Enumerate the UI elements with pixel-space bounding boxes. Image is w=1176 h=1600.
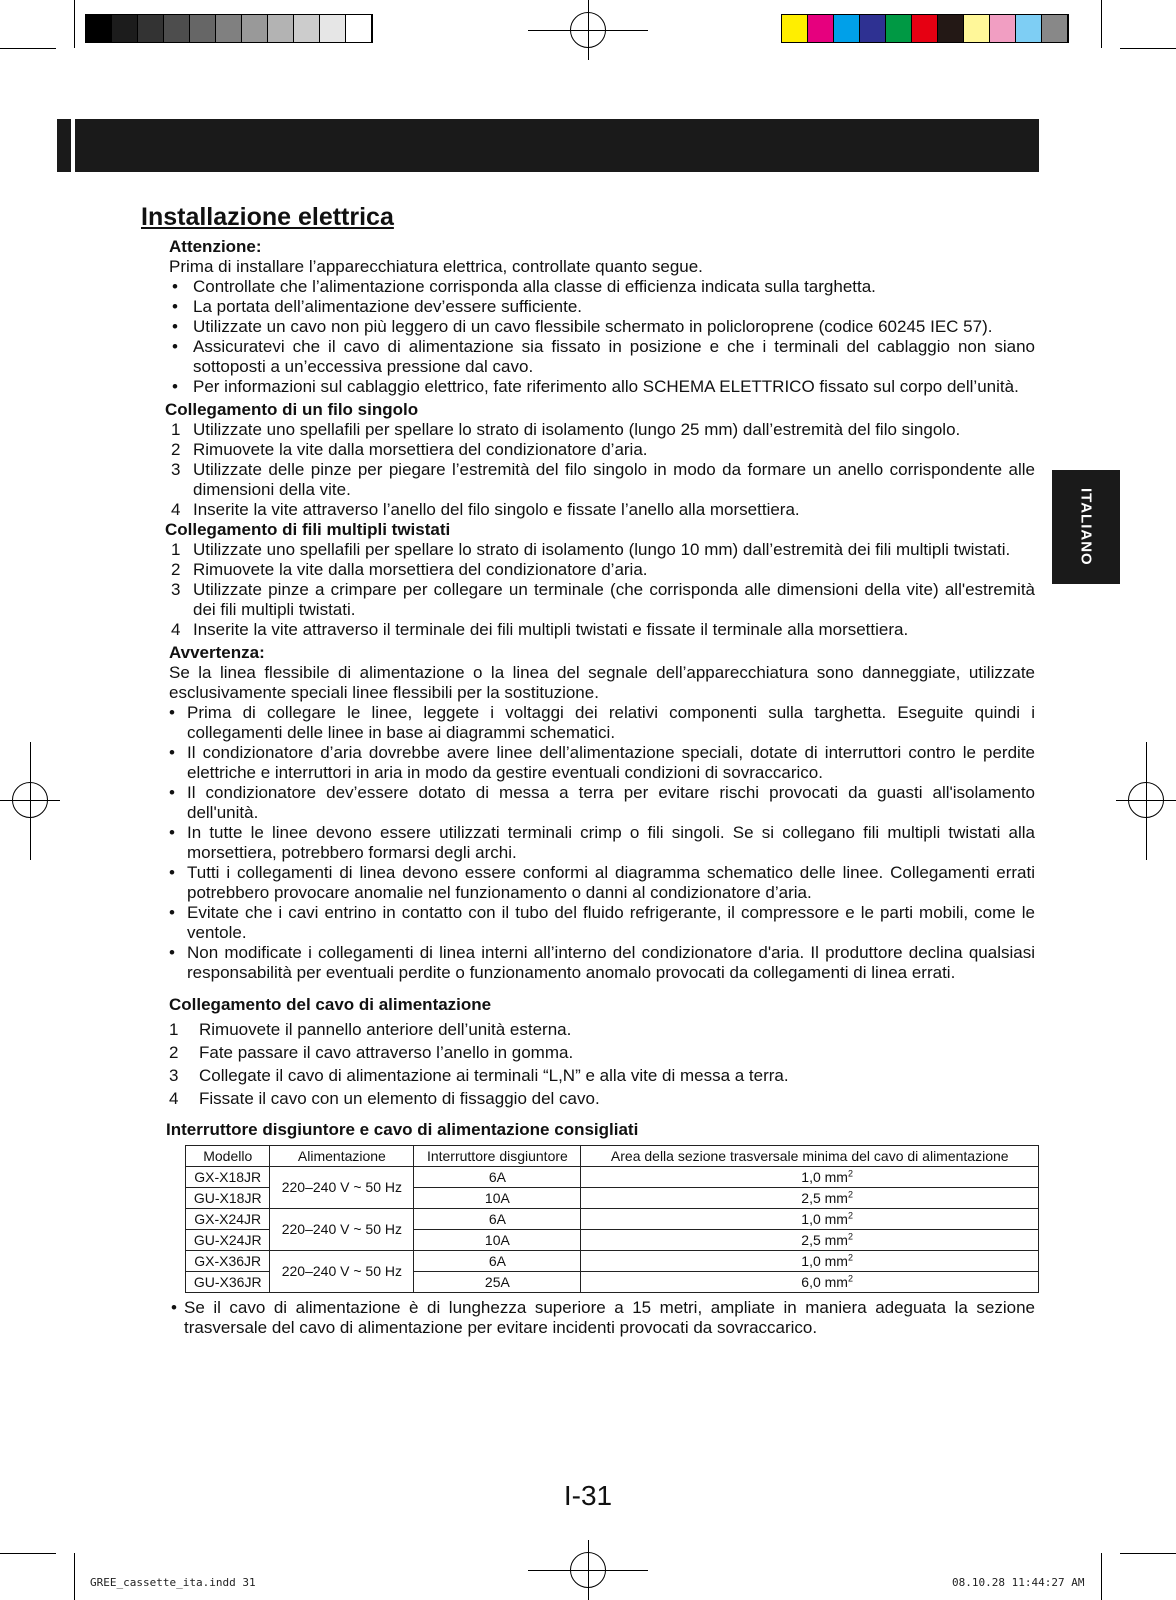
area-value: 1,0 mm	[801, 1252, 848, 1269]
step-number: 1	[171, 540, 181, 559]
breaker-cell: 10A	[414, 1188, 581, 1209]
area-exponent: 2	[847, 1272, 853, 1283]
step-text: Fissate il cavo con un elemento di fissaggio del cavo.	[199, 1089, 600, 1108]
step-text: Inserite la vite attraverso il terminale dei fili multipli twistati e fissate il terminale alla morsettiera.	[193, 620, 909, 639]
list-item	[141, 943, 1035, 983]
gray-swatch	[112, 15, 138, 42]
slug-timestamp: 08.10.28 11:44:27 AM	[952, 1576, 1085, 1589]
warning-intro: Se la linea flessibile di alimentazione o la linea del segnale dell’apparecchiatura sono danneggiate, utilizzate esclusivamente speciali linee flessibili per la sostituzione.	[169, 663, 1035, 702]
step-number: 4	[171, 500, 181, 519]
gray-swatch	[86, 15, 112, 42]
area-cell	[581, 1167, 1039, 1188]
list-item	[141, 783, 1035, 823]
bullet: •	[169, 943, 175, 962]
table-row	[186, 1167, 1039, 1188]
model-cell: GX-X24JR	[186, 1209, 270, 1230]
breaker-heading: Interruttore disgiuntore e cavo di alimentazione consigliati	[166, 1120, 639, 1139]
model-cell: GU-X24JR	[186, 1230, 270, 1251]
color-swatch	[860, 15, 886, 42]
process-color-bar	[781, 14, 1069, 43]
color-swatch	[808, 15, 834, 42]
step-text: Utilizzate uno spellafili per spellare lo strato di isolamento (lungo 10 mm) dall’estremità dei fili multipli twistati.	[193, 540, 1011, 559]
gray-swatch	[190, 15, 216, 42]
page-number: I-31	[563, 1480, 613, 1511]
area-value: 1,0 mm	[801, 1168, 848, 1185]
bullet: •	[172, 337, 178, 356]
bullet: •	[169, 703, 175, 722]
bullet: •	[169, 743, 175, 762]
list-item	[141, 903, 1035, 943]
list-item-text: La portata dell’alimentazione dev’essere sufficiente.	[193, 297, 583, 316]
warning-heading: Avvertenza:	[169, 643, 265, 662]
table-header-row	[186, 1146, 1039, 1167]
column-header: Alimentazione	[270, 1146, 414, 1167]
multi-wire-heading: Collegamento di fili multipli twistati	[165, 520, 451, 539]
gray-swatch	[320, 15, 346, 42]
bullet: •	[169, 823, 175, 842]
gray-swatch	[294, 15, 320, 42]
step-number: 3	[169, 1066, 179, 1085]
breaker-cell: 25A	[414, 1272, 581, 1293]
list-item-text: Evitate che i cavi entrino in contatto con il tubo del fluido refrigerante, il compressore e le parti mobili, come le ventole.	[187, 903, 1035, 942]
step-number: 2	[171, 440, 181, 459]
bullet: •	[172, 377, 178, 396]
list-item	[141, 277, 1035, 297]
step-number: 4	[171, 620, 181, 639]
breaker-table	[185, 1145, 1039, 1293]
step-number: 3	[171, 460, 181, 479]
gray-color-bar	[85, 14, 373, 43]
header-bar	[57, 119, 1039, 172]
breaker-cell: 6A	[414, 1251, 581, 1272]
model-cell: GX-X18JR	[186, 1167, 270, 1188]
warning-section	[141, 643, 1035, 703]
list-item-text: Tutti i collegamenti di linea devono essere conformi al diagramma schematico delle linee. Collegamenti errati potrebbero provocare anomalie nel funzionamento o danni al condizionatore d’aria.	[187, 863, 1035, 902]
step-item	[141, 1041, 1035, 1064]
area-exponent: 2	[847, 1230, 853, 1241]
table-row	[186, 1209, 1039, 1230]
area-exponent: 2	[847, 1188, 853, 1199]
language-tab	[1052, 470, 1120, 584]
column-header: Area della sezione trasversale minima del cavo di alimentazione	[581, 1146, 1039, 1167]
list-item	[141, 823, 1035, 863]
column-header: Modello	[186, 1146, 270, 1167]
attention-list	[141, 277, 1035, 397]
model-cell: GU-X36JR	[186, 1272, 270, 1293]
step-item	[141, 1018, 1035, 1041]
supply-cell: 220–240 V ~ 50 Hz	[270, 1209, 414, 1251]
multi-wire-steps	[141, 540, 1035, 640]
step-text: Utilizzate delle pinze per piegare l’estremità del filo singolo in modo da formare un anello corrispondente alle dimensioni della vite.	[193, 460, 1035, 499]
breaker-cell: 10A	[414, 1230, 581, 1251]
breaker-note	[141, 1298, 1035, 1338]
area-exponent: 2	[847, 1251, 853, 1262]
step-text: Utilizzate uno spellafili per spellare lo strato di isolamento (lungo 25 mm) dall’estremità del filo singolo.	[193, 420, 961, 439]
bullet: •	[171, 1298, 177, 1317]
area-value: 1,0 mm	[801, 1210, 848, 1227]
step-text: Fate passare il cavo attraverso l’anello in gomma.	[199, 1043, 574, 1062]
list-item-text: Per informazioni sul cablaggio elettrico, fate riferimento allo SCHEMA ELETTRICO fissato sul corpo dell’unità.	[193, 377, 1019, 396]
breaker-note-text: Se il cavo di alimentazione è di lunghezza superiore a 15 metri, ampliate in maniera adeguata la sezione trasversale del cavo di alimentazione per evitare incidenti provocati da sovraccarico.	[184, 1298, 1035, 1337]
step-item	[141, 440, 1035, 460]
bullet: •	[172, 297, 178, 316]
attention-section	[141, 237, 1035, 277]
attention-heading: Attenzione:	[169, 237, 262, 256]
area-exponent: 2	[847, 1167, 853, 1178]
breaker-cell: 6A	[414, 1209, 581, 1230]
step-number: 2	[169, 1043, 179, 1062]
area-value: 6,0 mm	[801, 1273, 848, 1290]
supply-cell: 220–240 V ~ 50 Hz	[270, 1251, 414, 1293]
single-wire-heading: Collegamento di un filo singolo	[165, 400, 419, 419]
step-text: Inserite la vite attraverso l’anello del filo singolo e fissate l’anello alla morsettiera.	[193, 500, 800, 519]
step-number: 1	[169, 1020, 179, 1039]
step-text: Rimuovete il pannello anteriore dell’unità esterna.	[199, 1020, 572, 1039]
step-number: 3	[171, 580, 181, 599]
list-item-text: Il condizionatore dev’essere dotato di messa a terra per evitare rischi provocati da guasti all'isolamento dell'unità.	[187, 783, 1035, 822]
model-cell: GX-X36JR	[186, 1251, 270, 1272]
gray-swatch	[164, 15, 190, 42]
list-item-text: Il condizionatore d’aria dovrebbe avere linee dell’alimentazione speciali, dotate di interruttori contro le perdite elettriche e interruttori in aria in modo da gestire eventuali condizioni di sovraccarico.	[187, 743, 1035, 782]
power-cable-heading: Collegamento del cavo di alimentazione	[169, 995, 492, 1014]
page-title: Installazione elettrica	[141, 203, 394, 231]
gray-swatch	[346, 15, 372, 42]
step-text: Rimuovete la vite dalla morsettiera del condizionatore d’aria.	[193, 440, 648, 459]
step-item	[141, 500, 1035, 520]
gray-swatch	[268, 15, 294, 42]
list-item	[141, 703, 1035, 743]
supply-cell: 220–240 V ~ 50 Hz	[270, 1167, 414, 1209]
step-item	[141, 420, 1035, 440]
list-item-text: In tutte le linee devono essere utilizzati terminali crimp o fili singoli. Se si collegano fili multipli twistati alla morsettiera, potrebbero formarsi degli archi.	[187, 823, 1035, 862]
color-swatch	[912, 15, 938, 42]
list-item-text: Assicuratevi che il cavo di alimentazione sia fissato in posizione e che i terminali del cablaggio non siano sottoposti a un’eccessiva pressione dal cavo.	[193, 337, 1035, 376]
list-item	[141, 297, 1035, 317]
list-item-text: Utilizzate un cavo non più leggero di un cavo flessibile schermato in policloroprene (codice 60245 IEC 57).	[193, 317, 993, 336]
list-item-text: Non modificate i collegamenti di linea interni all’interno del condizionatore d'aria. Il produttore declina qualsiasi responsabilità per eventuali perdite o funzionamento anomalo provocati da collegamenti di linea errati.	[187, 943, 1035, 982]
step-item	[141, 540, 1035, 560]
single-wire-steps	[141, 420, 1035, 520]
list-item-text: Controllate che l’alimentazione corrisponda alla classe di efficienza indicata sulla targhetta.	[193, 277, 876, 296]
step-item	[141, 1064, 1035, 1087]
list-item	[141, 337, 1035, 377]
warning-list	[141, 703, 1035, 983]
slug-file: GREE_cassette_ita.indd 31	[90, 1576, 256, 1589]
area-cell	[581, 1230, 1039, 1251]
area-cell	[581, 1209, 1039, 1230]
color-swatch	[964, 15, 990, 42]
page-content	[141, 200, 1035, 1338]
list-item-text: Prima di collegare le linee, leggete i voltaggi dei relativi componenti sulla targhetta. Eseguite quindi i collegamenti delle linee in base ai diagrammi schematici.	[187, 703, 1035, 742]
color-swatch	[990, 15, 1016, 42]
color-swatch	[834, 15, 860, 42]
bullet: •	[169, 783, 175, 802]
area-exponent: 2	[847, 1209, 853, 1220]
gray-swatch	[138, 15, 164, 42]
area-cell	[581, 1188, 1039, 1209]
bullet: •	[169, 863, 175, 882]
color-swatch	[886, 15, 912, 42]
list-item	[141, 377, 1035, 397]
step-item	[141, 1087, 1035, 1110]
step-item	[141, 560, 1035, 580]
area-value: 2,5 mm	[801, 1189, 848, 1206]
column-header: Interruttore disgiuntore	[414, 1146, 581, 1167]
gray-swatch	[242, 15, 268, 42]
list-item	[141, 863, 1035, 903]
gray-swatch	[216, 15, 242, 42]
step-number: 4	[169, 1089, 179, 1108]
power-cable-steps	[141, 1018, 1035, 1110]
attention-intro: Prima di installare l’apparecchiatura elettrica, controllate quanto segue.	[169, 257, 703, 276]
model-cell: GU-X18JR	[186, 1188, 270, 1209]
step-item	[141, 620, 1035, 640]
bullet: •	[172, 277, 178, 296]
color-swatch	[782, 15, 808, 42]
step-number: 1	[171, 420, 181, 439]
area-value: 2,5 mm	[801, 1231, 848, 1248]
color-swatch	[1042, 15, 1068, 42]
breaker-cell: 6A	[414, 1167, 581, 1188]
color-swatch	[1016, 15, 1042, 42]
bullet: •	[172, 317, 178, 336]
step-text: Utilizzate pinze a crimpare per collegare un terminale (che corrisponda alle dimensioni della vite) all'estremità dei fili multipli twistati.	[193, 580, 1035, 619]
table-row	[186, 1251, 1039, 1272]
step-number: 2	[171, 560, 181, 579]
language-tab-label: ITALIANO	[1077, 488, 1095, 566]
bullet: •	[169, 903, 175, 922]
step-text: Collegate il cavo di alimentazione ai terminali “L,N” e alla vite di messa a terra.	[199, 1066, 789, 1085]
step-item	[141, 460, 1035, 500]
list-item	[141, 743, 1035, 783]
step-item	[141, 580, 1035, 620]
area-cell	[581, 1272, 1039, 1293]
step-text: Rimuovete la vite dalla morsettiera del condizionatore d’aria.	[193, 560, 648, 579]
color-swatch	[938, 15, 964, 42]
area-cell	[581, 1251, 1039, 1272]
list-item	[141, 317, 1035, 337]
